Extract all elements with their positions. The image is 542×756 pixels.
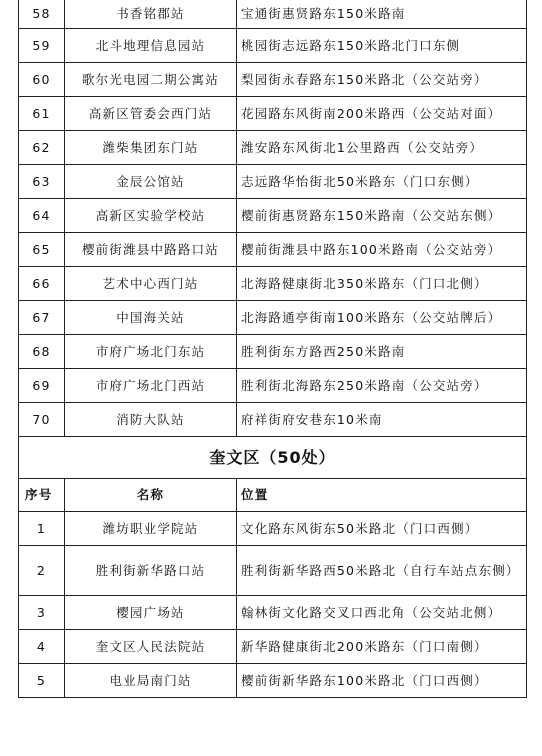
row-number: 58 bbox=[19, 0, 65, 28]
section-header-row bbox=[19, 436, 527, 478]
station-name: 市府广场北门东站 bbox=[65, 334, 237, 368]
station-name: 市府广场北门西站 bbox=[65, 368, 237, 402]
station-name: 书香铭郡站 bbox=[65, 0, 237, 28]
row-number: 69 bbox=[19, 368, 65, 402]
station-location: 位置 bbox=[237, 478, 527, 511]
station-location: 北海路通亭街南100米路东（公交站牌后） bbox=[237, 300, 527, 334]
station-location: 梨园街永春路东150米路北（公交站旁） bbox=[237, 62, 527, 96]
table-row bbox=[19, 232, 527, 266]
station-name: 歌尔光电园二期公寓站 bbox=[65, 62, 237, 96]
row-number: 1 bbox=[19, 511, 65, 545]
table-row bbox=[19, 334, 527, 368]
station-name: 潍坊职业学院站 bbox=[65, 511, 237, 545]
station-location: 花园路东风街南200米路西（公交站对面） bbox=[237, 96, 527, 130]
station-location: 宝通街惠贤路东150米路南 bbox=[237, 0, 527, 28]
row-number: 60 bbox=[19, 62, 65, 96]
station-name: 樱园广场站 bbox=[65, 595, 237, 629]
station-location: 樱前街新华路东100米路北（门口西侧） bbox=[237, 663, 527, 697]
column-header-row bbox=[19, 478, 527, 511]
station-location: 桃园街志远路东150米路北门口东侧 bbox=[237, 28, 527, 62]
table-row bbox=[19, 545, 527, 595]
station-name: 高新区实验学校站 bbox=[65, 198, 237, 232]
station-location: 樱前街惠贤路东150米路南（公交站东侧） bbox=[237, 198, 527, 232]
section-title: 奎文区（50处） bbox=[19, 436, 527, 478]
row-number: 4 bbox=[19, 629, 65, 663]
station-location: 志远路华怡街北50米路东（门口东侧） bbox=[237, 164, 527, 198]
station-name: 樱前街潍县中路路口站 bbox=[65, 232, 237, 266]
table-row bbox=[19, 368, 527, 402]
station-name: 高新区管委会西门站 bbox=[65, 96, 237, 130]
row-number: 2 bbox=[19, 545, 65, 595]
station-name: 艺术中心西门站 bbox=[65, 266, 237, 300]
station-table-body bbox=[19, 0, 527, 697]
table-row bbox=[19, 164, 527, 198]
table-row bbox=[19, 0, 527, 28]
table-row bbox=[19, 96, 527, 130]
station-table bbox=[18, 0, 527, 698]
row-number: 65 bbox=[19, 232, 65, 266]
table-row bbox=[19, 300, 527, 334]
station-name: 北斗地理信息园站 bbox=[65, 28, 237, 62]
row-number: 61 bbox=[19, 96, 65, 130]
table-row bbox=[19, 595, 527, 629]
row-number: 序号 bbox=[19, 478, 65, 511]
row-number: 59 bbox=[19, 28, 65, 62]
table-row bbox=[19, 511, 527, 545]
table-row bbox=[19, 266, 527, 300]
row-number: 62 bbox=[19, 130, 65, 164]
station-name: 奎文区人民法院站 bbox=[65, 629, 237, 663]
row-number: 3 bbox=[19, 595, 65, 629]
station-location: 胜利街北海路东250米路南（公交站旁） bbox=[237, 368, 527, 402]
station-name: 消防大队站 bbox=[65, 402, 237, 436]
station-location: 北海路健康街北350米路东（门口北侧） bbox=[237, 266, 527, 300]
station-location: 潍安路东风街北1公里路西（公交站旁） bbox=[237, 130, 527, 164]
table-row bbox=[19, 629, 527, 663]
station-name: 电业局南门站 bbox=[65, 663, 237, 697]
row-number: 5 bbox=[19, 663, 65, 697]
station-name: 中国海关站 bbox=[65, 300, 237, 334]
table-row bbox=[19, 198, 527, 232]
table-row bbox=[19, 130, 527, 164]
station-location: 胜利街新华路西50米路北（自行车站点东侧） bbox=[237, 545, 527, 595]
table-row bbox=[19, 402, 527, 436]
row-number: 63 bbox=[19, 164, 65, 198]
station-location: 胜利街东方路西250米路南 bbox=[237, 334, 527, 368]
station-name: 胜利街新华路口站 bbox=[65, 545, 237, 595]
station-location: 新华路健康街北200米路东（门口南侧） bbox=[237, 629, 527, 663]
station-location: 樱前街潍县中路东100米路南（公交站旁） bbox=[237, 232, 527, 266]
station-location: 府祥街府安巷东10米南 bbox=[237, 402, 527, 436]
table-row bbox=[19, 28, 527, 62]
row-number: 70 bbox=[19, 402, 65, 436]
table-row bbox=[19, 663, 527, 697]
station-name: 金辰公馆站 bbox=[65, 164, 237, 198]
row-number: 66 bbox=[19, 266, 65, 300]
row-number: 67 bbox=[19, 300, 65, 334]
station-location: 文化路东风街东50米路北（门口西侧） bbox=[237, 511, 527, 545]
station-name: 名称 bbox=[65, 478, 237, 511]
row-number: 64 bbox=[19, 198, 65, 232]
table-row bbox=[19, 62, 527, 96]
station-name: 潍柴集团东门站 bbox=[65, 130, 237, 164]
row-number: 68 bbox=[19, 334, 65, 368]
station-location: 翰林街文化路交叉口西北角（公交站北侧） bbox=[237, 595, 527, 629]
